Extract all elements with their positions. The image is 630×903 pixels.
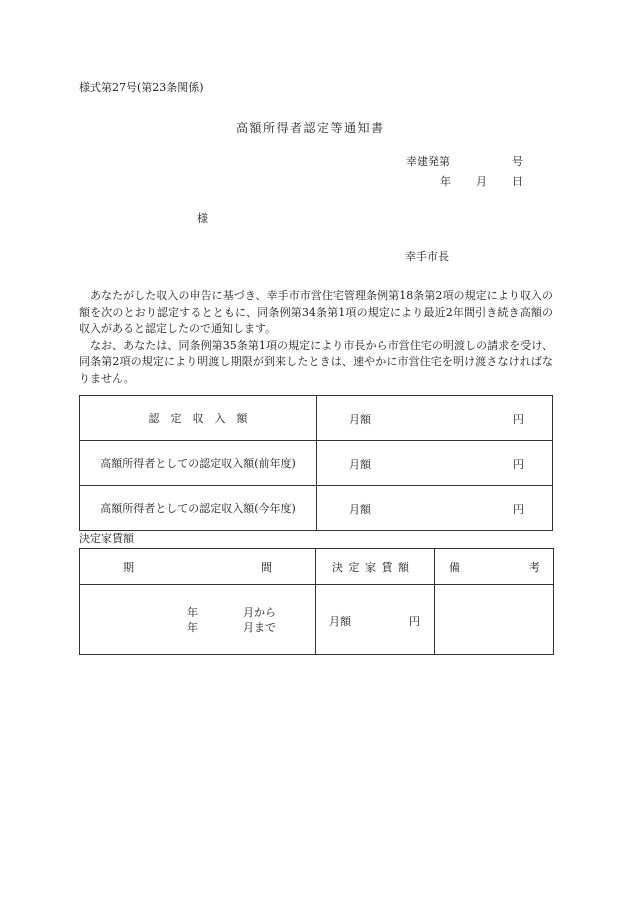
remarks-header-left: 備 [449,561,460,574]
doc-number-prefix: 幸建発第 [406,155,450,168]
sender: 幸手市長 [405,250,449,263]
amount-unit: 円 [513,413,524,426]
rent-table [79,548,554,655]
addressee-suffix: 様 [197,212,208,225]
table-row [80,585,554,655]
table-header-row [80,549,554,585]
income-label: 認 定 収 入 額 [80,396,317,441]
date-day: 日 [512,175,523,188]
income-label: 高額所得者としての認定収入額(前年度) [80,441,317,486]
period-cell [80,585,316,655]
period-header [80,549,316,585]
period-header-left: 期 [123,561,134,574]
amount-unit: 円 [513,458,524,471]
body-text [79,288,553,387]
rent-prefix: 月額 [329,615,351,628]
to-month: 月まで [243,621,276,634]
date-month: 月 [476,175,487,188]
amount-prefix: 月額 [349,413,371,426]
amount-prefix: 月額 [349,503,371,516]
doc-number-suffix: 号 [512,155,523,168]
form-number: 様式第27号(第23条関係) [79,81,204,94]
remarks-header [435,549,554,585]
remarks-cell [435,585,554,655]
remarks-header-right: 考 [529,561,540,574]
income-table [79,395,553,531]
income-amount-cell [317,396,553,441]
decided-rent-label: 決定家賃額 [79,532,134,545]
to-year: 年 [187,621,198,634]
table-row [80,486,553,531]
from-month: 月から [243,606,276,619]
table-row [80,396,553,441]
body-paragraph-1: あなたがした収入の申告に基づき、幸手市市営住宅管理条例第18条第2項の規定により収入の額を次のとおり認定するとともに、同条例第34条第1項の規定により最近2年間引き続き高額の収入があると認定したので通知します。 [79,289,553,335]
rent-header-label: 決 定 家 賃 額 [332,561,410,574]
income-amount-cell [317,486,553,531]
amount-unit: 円 [513,503,524,516]
rent-amount-cell [316,585,435,655]
income-amount-cell [317,441,553,486]
document-title: 高額所得者認定等通知書 [236,121,385,135]
date-year: 年 [440,175,451,188]
table-row [80,441,553,486]
rent-unit: 円 [409,615,420,628]
from-year: 年 [187,606,198,619]
body-paragraph-2: なお、あなたは、同条例第35条第1項の規定により市長から市営住宅の明渡しの請求を受け、同条第2項の規定により明渡し期限が到来したときは、速やかに市営住宅を明け渡さなければなりません。 [79,338,553,385]
rent-header [316,549,435,585]
amount-prefix: 月額 [349,458,371,471]
period-header-right: 間 [261,561,272,574]
income-label: 高額所得者としての認定収入額(今年度) [80,486,317,531]
